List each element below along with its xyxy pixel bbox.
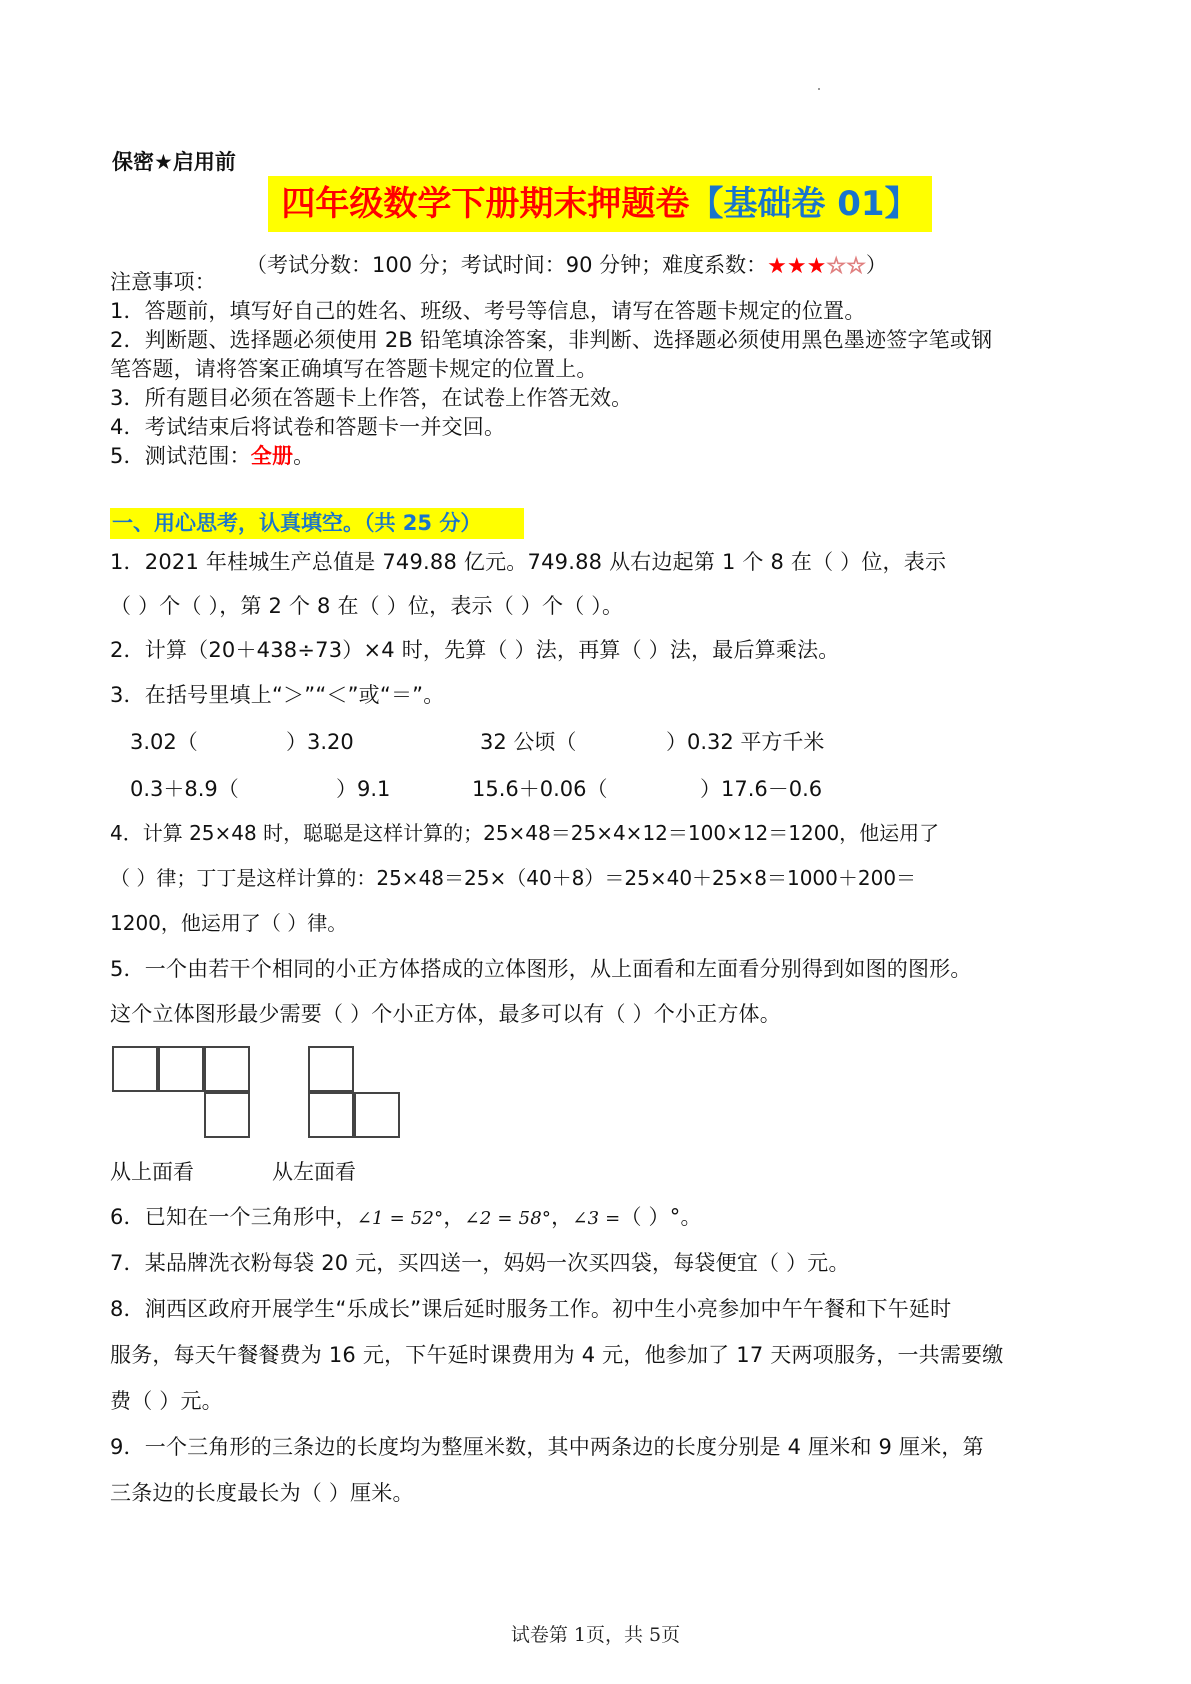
question-5-line-2: 这个立体图形最少需要（ ）个小正方体，最多可以有（ ）个小正方体。: [110, 1002, 781, 1026]
square-cell: [158, 1046, 204, 1092]
compare-item-right: ）9.1: [336, 777, 391, 801]
exam-meta-text: （考试分数：100 分；考试时间：90 分钟；难度系数：: [246, 253, 768, 277]
question-3-prompt: 3．在括号里填上“＞”“＜”或“＝”。: [110, 683, 445, 707]
star-empty-icon: ☆: [846, 254, 866, 279]
question-2: 2．计算（20＋438÷73）×4 时，先算（ ）法，再算（ ）法，最后算乘法。: [110, 638, 840, 662]
question-6-prefix: 6．已知在一个三角形中，: [110, 1205, 357, 1229]
scan-dot: [818, 88, 820, 90]
page-title: [268, 176, 932, 232]
compare-item-right: ）3.20: [286, 730, 354, 754]
square-cell: [308, 1092, 354, 1138]
star-empty-icon: ☆: [826, 254, 847, 279]
square-cell: [112, 1046, 158, 1092]
scope-label: 5．测试范围：: [110, 444, 251, 468]
question-5-line-1: 5．一个由若干个相同的小正方体搭成的立体图形，从上面看和左面看分别得到如图的图形。: [110, 957, 972, 981]
square-cell: [354, 1092, 400, 1138]
notice-item: 3．所有题目必须在答题卡上作答，在试卷上作答无效。: [110, 386, 633, 410]
confidential-label: 保密★启用前: [112, 150, 236, 174]
notice-item: 1．答题前，填写好自己的姓名、班级、考号等信息，请写在答题卡规定的位置。: [110, 299, 866, 323]
page-footer: 试卷第 1页，共 5页: [510, 1624, 681, 1646]
square-cell: [204, 1092, 250, 1138]
notice-item: 笔答题，请将答案正确填写在答题卡规定的位置上。: [110, 357, 598, 381]
question-4-line-2: （ ）律；丁丁是这样计算的：25×48＝25×（40＋8）＝25×40＋25×8＝1000＋200＝: [110, 866, 917, 890]
compare-item-right: ）0.32 平方千米: [666, 730, 825, 754]
question-6: 6．已知在一个三角形中，∠1 = 52°，∠2 = 58°，∠3 =（ ）°。: [110, 1205, 702, 1229]
question-8-line-2: 服务，每天午餐餐费为 16 元，下午延时课费用为 4 元，他参加了 17 天两项服务，一共需要缴: [110, 1343, 1004, 1367]
question-4-line-1: 4．计算 25×48 时，聪聪是这样计算的；25×48＝25×4×12＝100×12＝1200，他运用了: [110, 821, 940, 845]
title-main: 四年级数学下册期末押题卷: [281, 184, 690, 224]
compare-item-right: ）17.6－0.6: [700, 777, 823, 801]
scope-suffix: 。: [293, 444, 315, 468]
compare-item: 3.02（: [130, 730, 198, 754]
star-filled-icon: ★: [806, 254, 827, 279]
notice-scope: [110, 442, 314, 470]
question-6-suffix: （ ）°。: [620, 1205, 702, 1229]
compare-item: 15.6＋0.06（: [472, 777, 608, 801]
question-9-line-2: 三条边的长度最长为（ ）厘米。: [110, 1481, 414, 1505]
angle-2: ∠2 = 58°: [464, 1208, 552, 1229]
question-4-line-3: 1200，他运用了（ ）律。: [110, 911, 348, 935]
exam-meta: [246, 249, 887, 279]
question-1-line-1: 1．2021 年桂城生产总值是 749.88 亿元。749.88 从右边起第 1 个 8 在（ ）位，表示: [110, 550, 947, 574]
notice-item: 2．判断题、选择题必须使用 2B 铅笔填涂答案，非判断、选择题必须使用黑色墨迹签字笔或钢: [110, 328, 993, 352]
angle-1: ∠1 = 52°: [356, 1208, 444, 1229]
section-title: 一、用心思考，认真填空。（共 25 分）: [112, 511, 482, 535]
question-9-line-1: 9．一个三角形的三条边的长度均为整厘米数，其中两条边的长度分别是 4 厘米和 9 厘米，第: [110, 1435, 984, 1459]
notice-item: 4．考试结束后将试卷和答题卡一并交回。: [110, 415, 506, 439]
left-view-label: 从左面看: [272, 1160, 356, 1184]
scope-value: 全册: [250, 444, 294, 468]
square-cell: [204, 1046, 250, 1092]
square-cell: [308, 1046, 354, 1092]
question-8-line-1: 8．涧西区政府开展学生“乐成长”课后延时服务工作。初中生小亮参加中午午餐和下午延时: [110, 1297, 952, 1321]
title-bracket: 【基础卷 01】: [689, 184, 919, 224]
compare-item: 32 公顷（: [480, 730, 577, 754]
difficulty-stars: [767, 253, 866, 277]
exam-meta-close: ）: [865, 253, 887, 277]
top-view-label: 从上面看: [110, 1160, 194, 1184]
star-filled-icon: ★: [786, 254, 807, 279]
question-1-line-2: （ ）个（ ），第 2 个 8 在（ ）位，表示（ ）个（ ）。: [110, 594, 624, 618]
compare-item: 0.3＋8.9（: [130, 777, 239, 801]
angle-3: ∠3 =: [572, 1208, 621, 1229]
notice-heading: 注意事项：: [110, 270, 216, 294]
star-filled-icon: ★: [767, 254, 787, 279]
question-7: 7．某品牌洗衣粉每袋 20 元，买四送一，妈妈一次买四袋，每袋便宜（ ）元。: [110, 1251, 850, 1275]
question-8-line-3: 费（ ）元。: [110, 1389, 223, 1413]
